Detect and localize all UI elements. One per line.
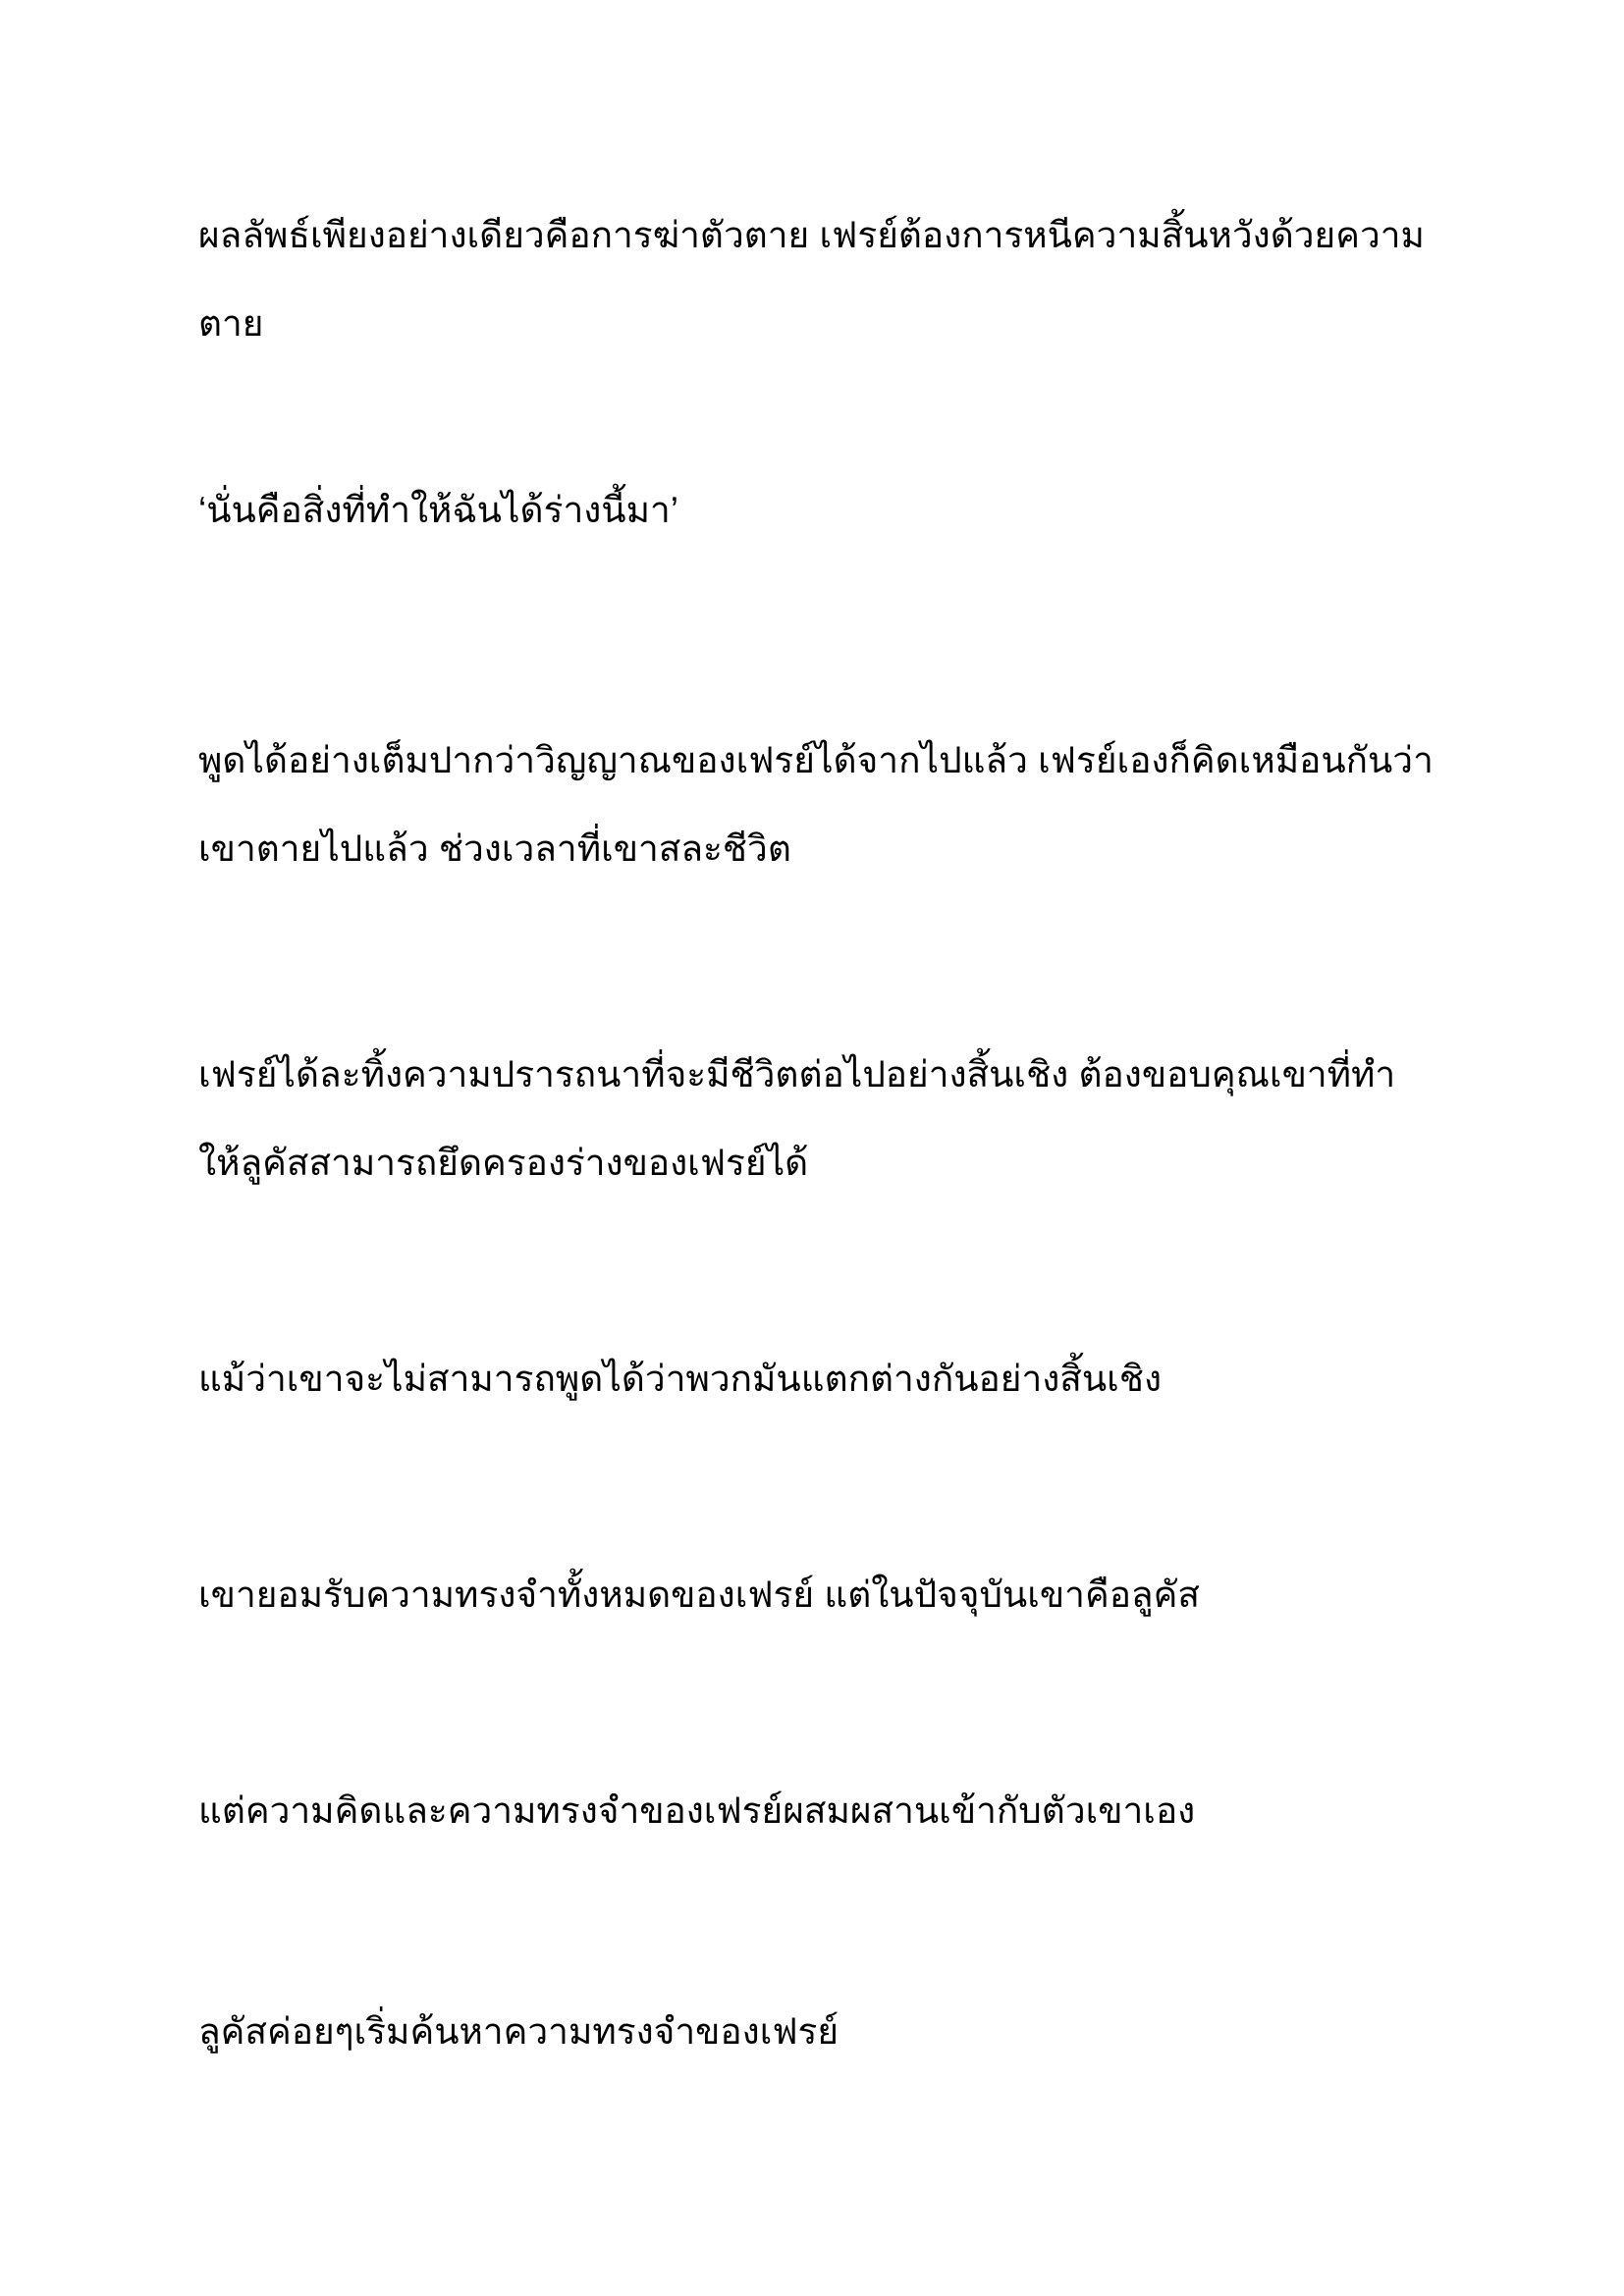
paragraph-3 (198, 717, 1434, 893)
paragraph-5 (198, 1335, 1426, 1423)
paragraph-8 (198, 1988, 1426, 2076)
paragraph-6-line-1: เขายอมรับความทรงจำทั้งหมดของเฟรย์ แต่ในปัจจุบันเขาคือลูคัส (198, 1575, 1200, 1615)
paragraph-1-line-2: ตาย (198, 303, 264, 344)
paragraph-4-line-1: เฟรย์ได้ละทิ้งความปรารถนาที่จะมีชีวิตต่อไปอย่างสิ้นเชิง ต้องขอบคุณเขาที่ทำ (198, 1054, 1396, 1095)
paragraph-8-line-1: ลูคัสค่อยๆเริ่มค้นหาความทรงจำของเฟรย์ (198, 2011, 839, 2052)
paragraph-1 (198, 191, 1426, 368)
paragraph-2-line-1: ‘นั่นคือสิ่งที่ทำให้ฉันได้ร่างนี้มา’ (198, 490, 678, 530)
paragraph-4-line-2: ให้ลูคัสสามารถยึดครองร่างของเฟรย์ได้ (198, 1143, 809, 1183)
paragraph-4 (198, 1031, 1426, 1207)
paragraph-2 (198, 466, 1426, 555)
paragraph-7-line-1: แต่ความคิดและความทรงจำของเฟรย์ผสมผสานเข้ากับตัวเขาเอง (198, 1790, 1196, 1831)
paragraph-6 (198, 1551, 1426, 1639)
paragraph-3-line-1: พูดได้อย่างเต็มปากว่าวิญญาณของเฟรย์ได้จากไปแล้ว เฟรย์เองก็คิดเหมือนกันว่า (198, 740, 1434, 780)
paragraph-7 (198, 1767, 1426, 1855)
paragraph-3-line-2: เขาตายไปแล้ว ช่วงเวลาที่เขาสละชีวิต (198, 828, 791, 869)
paragraph-5-line-1: แม้ว่าเขาจะไม่สามารถพูดได้ว่าพวกมันแตกต่างกันอย่างสิ้นเชิง (198, 1359, 1163, 1399)
paragraph-1-line-1: ผลลัพธ์เพียงอย่างเดียวคือการฆ่าตัวตาย เฟรย์ต้องการหนีความสิ้นหวังด้วยความ (198, 215, 1425, 255)
